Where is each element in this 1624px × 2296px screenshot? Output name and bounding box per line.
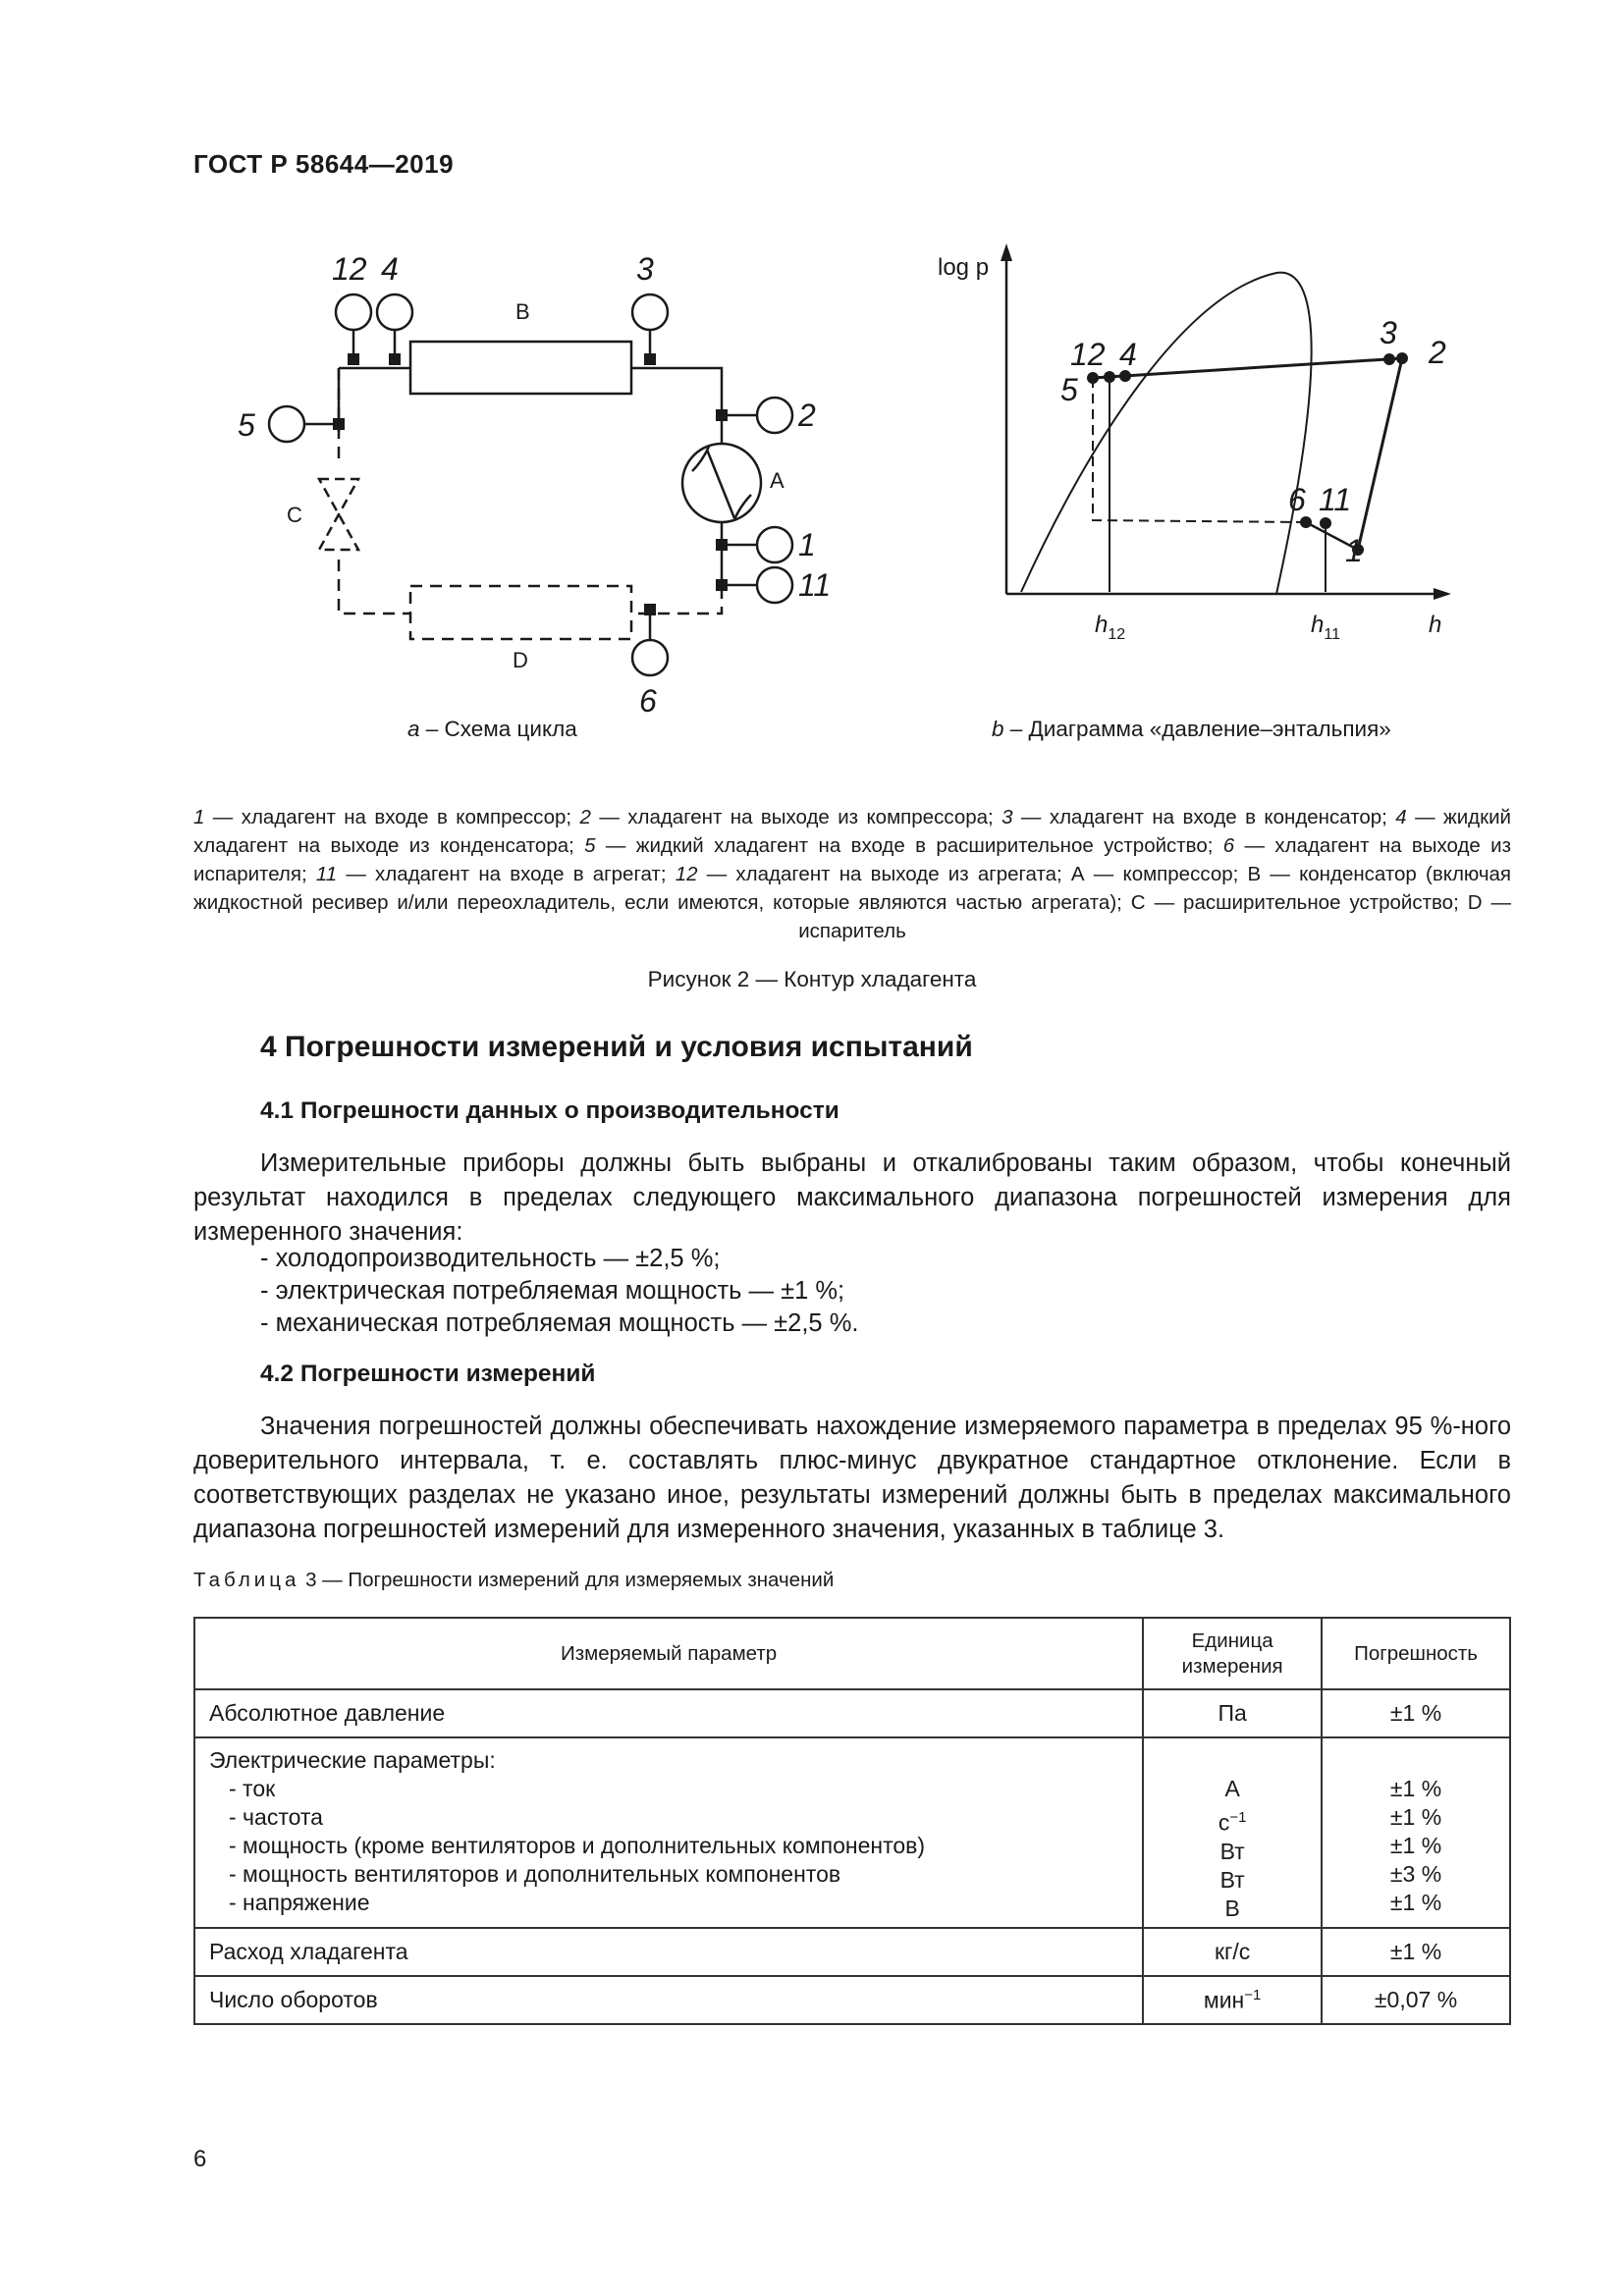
caption-a: a – Схема цикла: [407, 717, 577, 741]
cell-param: Число оборотов: [194, 1976, 1143, 2024]
label-12: 12: [332, 251, 367, 287]
section-4-1-title: 4.1 Погрешности данных о производительности: [260, 1097, 839, 1124]
condenser-b: [410, 342, 631, 394]
caption-b: b – Диаграмма «давление–энтальпия»: [992, 717, 1391, 741]
header-param: Измеряемый параметр: [194, 1618, 1143, 1689]
gauge-6: [632, 614, 668, 675]
cell-param: Абсолютное давление: [194, 1689, 1143, 1737]
gauge-5: [269, 406, 339, 442]
list-item: - электрическая потребляемая мощность — ±1 %;: [260, 1277, 845, 1305]
table-row: [194, 1976, 1510, 2024]
gauge-4: [377, 294, 412, 353]
section-4-2-text: Значения погрешностей должны обеспечивать нахождение измеряемого параметра в пределах 95 %-ного доверительного интервала, т. е. составлять плюс-минус двукратное стандартное отклонение. Если в соответствующих разделах не указано иное, результаты измерений должны быть в пределах максимального диапазона погрешностей измерений для измеренного значения, указанных в таблице 3.: [193, 1413, 1511, 1543]
cell-unit: А $с^{-1}$ Вт Вт В: [1143, 1737, 1322, 1928]
cell-error: ±1 %: [1322, 1928, 1510, 1976]
cell-error: ±0,07 %: [1322, 1976, 1510, 2024]
table-header-row: [194, 1618, 1510, 1689]
diagram-label-1: 1: [1345, 533, 1363, 568]
gauge-1: [722, 527, 792, 562]
table-3: [193, 1617, 1511, 2025]
diagram-label-11: 11: [1319, 482, 1352, 517]
gauge-11: [722, 567, 792, 603]
compressor-a: [682, 444, 761, 522]
diagram-label-5: 5: [1060, 372, 1078, 407]
ph-diagram: [1006, 250, 1443, 594]
table-row: [194, 1928, 1510, 1976]
cell-unit: мин$^{-1}$: [1143, 1976, 1322, 2024]
saturation-dome: [1021, 273, 1312, 594]
table-row: [194, 1689, 1510, 1737]
diagram-label-2: 2: [1429, 335, 1446, 370]
gauge-12: [336, 294, 371, 353]
section-4-1-list: [260, 1243, 858, 1340]
diagram-label-3: 3: [1380, 315, 1397, 350]
diagram-label-12: 12: [1070, 337, 1106, 372]
figure-caption: Рисунок 2 — Контур хладагента: [647, 967, 977, 991]
cell-unit: кг/с: [1143, 1928, 1322, 1976]
figure-legend: 1 — хладагент на входе в компрессор; 2 — хладагент на выходе из компрессора; 3 — хладагент на входе в конденсатор; 4 — жидкий хладагент на выходе из конденсатора; 5 — жидкий хладагент на входе в расширительное устройство; 6 — хладагент на выходе из испарителя; 11 — хладагент на входе в агрегат; 12 — хладагент на выходе из агрегата; А — компрессор; В — конденсатор (включая жидкостной ресивер и/или переохладитель, если имеются, которые являются частью агрегата); С — расширительное устройство; D — испаритель: [193, 806, 1512, 942]
cycle-dashed: [1093, 378, 1306, 522]
label-1: 1: [798, 527, 816, 562]
gauge-2: [722, 398, 792, 433]
cell-error: ±1 % ±1 % ±1 % ±3 % ±1 %: [1322, 1737, 1510, 1928]
label-5: 5: [238, 407, 255, 443]
header-error: Погрешность: [1322, 1618, 1510, 1689]
list-item: - механическая потребляемая мощность — ±2,5 %.: [260, 1309, 859, 1337]
dashed-lines: [339, 368, 722, 614]
component-c-label: C: [287, 503, 302, 527]
label-3: 3: [636, 251, 654, 287]
evaporator-d: [410, 586, 631, 639]
diagram-point-labels: [1060, 315, 1446, 568]
cell-param: Электрические параметры: - ток - частота - мощность (кроме вентиляторов и дополнительных компонентов) - мощность вентиляторов и дополнительных компонентов - напряжение: [194, 1737, 1143, 1928]
label-11: 11: [798, 567, 832, 603]
diagram-label-6: 6: [1288, 482, 1306, 517]
expansion-valve-c: [319, 479, 358, 550]
cell-unit: Па: [1143, 1689, 1322, 1737]
list-item: - холодопроизводительность — ±2,5 %;: [260, 1245, 721, 1272]
table-row: [194, 1737, 1510, 1928]
tick-h11: $h_{11}$: [1311, 612, 1340, 643]
y-axis-label: log p: [938, 254, 990, 281]
gauge-3: [632, 294, 668, 353]
page-number: 6: [193, 2146, 207, 2172]
header-unit: Единица измерения: [1143, 1618, 1322, 1689]
document-header: ГОСТ Р 58644—2019: [193, 149, 455, 179]
cycle-scheme: [269, 294, 792, 675]
section-4-1-text: Измерительные приборы должны быть выбраны и откалиброваны таким образом, чтобы конечный результат находился в пределах следующего максимального диапазона погрешностей измерения для измеренного значения:: [193, 1149, 1511, 1246]
diagram-points: [1087, 352, 1408, 556]
section-4-2-title: 4.2 Погрешности измерений: [260, 1361, 596, 1387]
component-a-label: A: [770, 468, 785, 493]
label-2: 2: [798, 398, 816, 433]
solid-line-top-right: [339, 368, 722, 569]
label-4: 4: [381, 251, 399, 287]
x-axis-label: h: [1429, 612, 1442, 638]
figure-2: [0, 0, 1624, 766]
component-d-label: D: [513, 648, 528, 672]
cell-error: ±1 %: [1322, 1689, 1510, 1737]
table-3-caption: Таблица 3 — Погрешности измерений для измеряемых значений: [193, 1569, 835, 1591]
diagram-label-4: 4: [1119, 337, 1137, 372]
tick-h12: $h_{12}$: [1095, 612, 1126, 643]
cell-param: Расход хладагента: [194, 1928, 1143, 1976]
label-6: 6: [639, 683, 657, 719]
section-4-title: 4 Погрешности измерений и условия испытаний: [260, 1031, 973, 1063]
component-b-label: B: [515, 299, 530, 324]
